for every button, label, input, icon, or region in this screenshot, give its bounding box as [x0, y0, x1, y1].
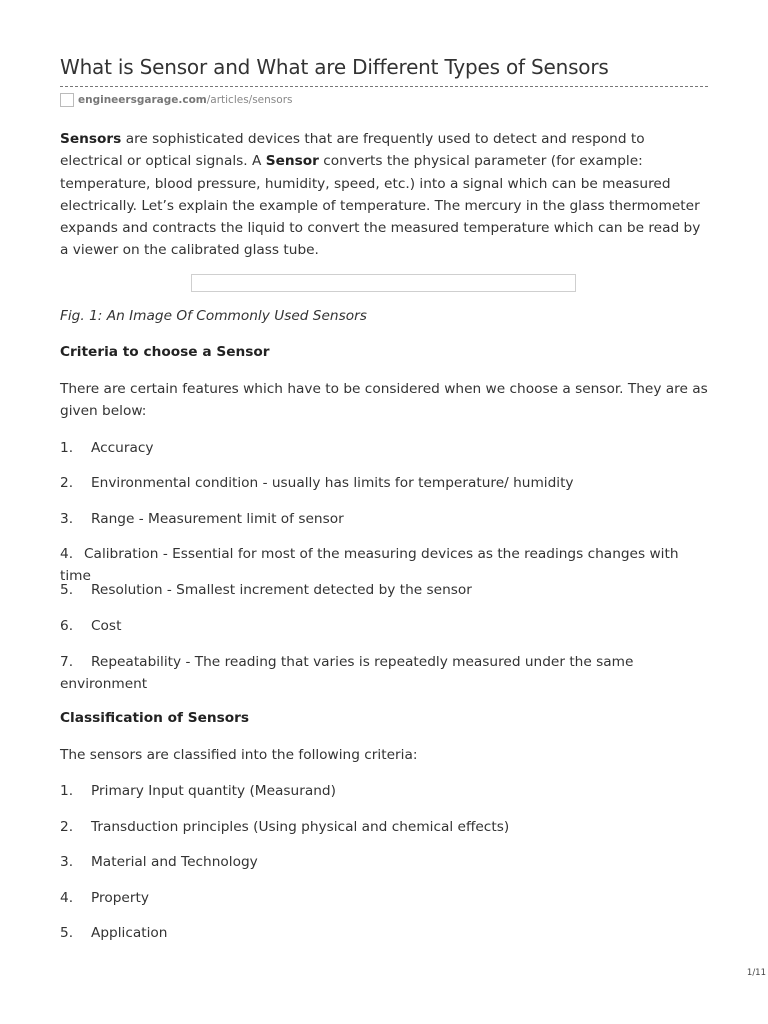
classification-item: 3. Material and Technology — [60, 854, 258, 870]
source-link[interactable] — [60, 91, 292, 109]
figure-caption: Fig. 1: An Image Of Commonly Used Sensors — [60, 308, 367, 324]
figure-image-placeholder — [191, 274, 576, 292]
criteria-item: 5. Resolution - Smallest increment detected by the sensor — [60, 582, 472, 598]
classification-item: 4. Property — [60, 890, 149, 906]
intro-text-1: are sophisticated devices that are frequently used to detect and respond to electrical or optical signals. A — [60, 131, 645, 170]
classification-item: 5. Application — [60, 925, 168, 941]
criteria-item: 1. Accuracy — [60, 440, 154, 456]
intro-text-2: converts the physical parameter (for example: temperature, blood pressure, humidity, speed, etc.) into a signal which can be measured electrically. Let’s explain the example of temperature. The mercury in the glass thermometer expands and contracts the liquid to convert the measured temperature which can be read by a viewer on the calibrated glass tube. — [60, 153, 701, 259]
source-path: /articles/sensors — [206, 94, 293, 106]
criteria-intro: There are certain features which have to be considered when we choose a sensor. They are as given below: — [60, 381, 708, 420]
classification-item: 1. Primary Input quantity (Measurand) — [60, 783, 336, 799]
intro-bold-sensors: Sensors — [60, 131, 122, 147]
classification-intro: The sensors are classified into the following criteria: — [60, 747, 418, 763]
criteria-item: 6. Cost — [60, 618, 122, 634]
criteria-heading: Criteria to choose a Sensor — [60, 344, 270, 360]
classification-heading: Classification of Sensors — [60, 710, 250, 726]
classification-item: 2. Transduction principles (Using physical and chemical effects) — [60, 819, 510, 835]
source-domain: engineersgarage.com — [78, 94, 207, 106]
criteria-item: 7. Repeatability - The reading that varies is repeatedly measured under the same environment — [60, 654, 634, 692]
criteria-item: 3. Range - Measurement limit of sensor — [60, 511, 344, 527]
intro-bold-sensor: Sensor — [265, 153, 319, 170]
favicon-icon — [60, 93, 74, 107]
intro-paragraph — [60, 128, 710, 262]
criteria-item: 2. Environmental condition - usually has limits for temperature/ humidity — [60, 475, 574, 491]
page-indicator: 1/11 — [746, 968, 766, 978]
title-divider — [60, 86, 708, 87]
article-title: What is Sensor and What are Different Types of Sensors — [60, 55, 609, 79]
criteria-item: 4. Calibration - Essential for most of the measuring devices as the readings changes with time — [60, 546, 679, 584]
